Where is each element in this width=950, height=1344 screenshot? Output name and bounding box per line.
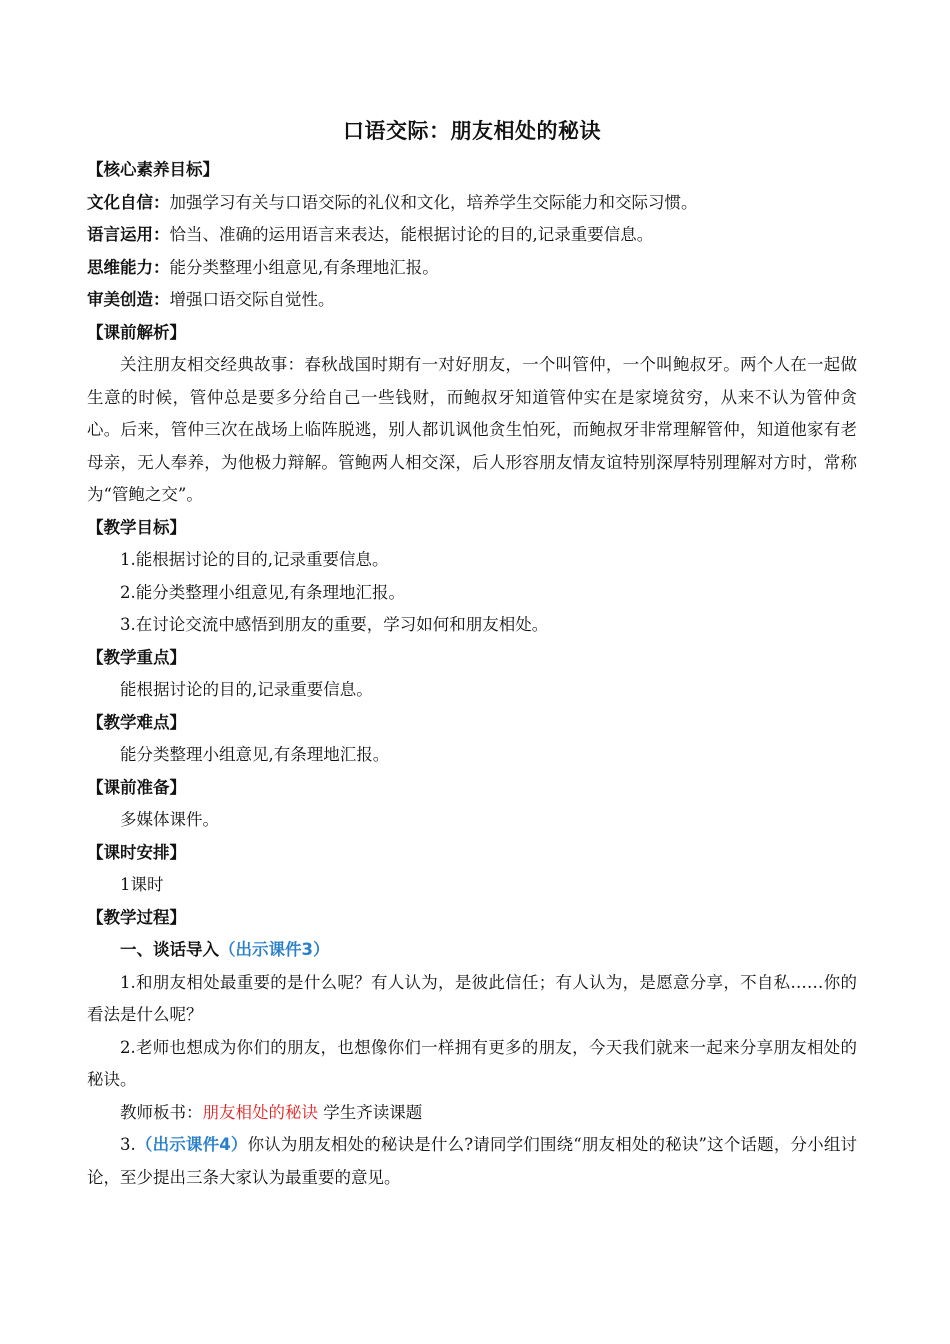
process-paragraph-2: 2.老师也想成为你们的朋友，也想像你们一样拥有更多的朋友，今天我们就来一起来分享朋友相处的秘诀。 (87, 1037, 857, 1089)
core-item-label: 思维能力： (87, 257, 170, 277)
analysis-paragraph: 关注朋友相交经典故事：春秋战国时期有一对好朋友，一个叫管仲，一个叫鲍叔牙。两个人在一起做生意的时候，管仲总是要多分给自己一些钱财，而鲍叔牙知道管仲实在是家境贫穷，从来不认为管仲贪心。后来，管仲三次在战场上临阵脱逃，别人都讥讽他贪生怕死，而鲍叔牙非常理解管仲，知道他家有老母亲，无人奉养，为他极力辩解。管鲍两人相交深，后人形容朋友情友谊特别深厚特别理解对方时，常称为“管鲍之交”。 (87, 355, 857, 504)
goal-item: 2.能分类整理小组意见,有条理地汇报。 (120, 582, 405, 602)
heading-key-point: 【教学重点】 (87, 647, 186, 667)
courseware-note: （出示课件4） (135, 1135, 248, 1154)
board-suffix: 学生齐读课题 (318, 1102, 423, 1122)
process-paragraph-1: 1.和朋友相处最重要的是什么呢？有人认为，是彼此信任；有人认为，是愿意分享，不自私……你的看法是什么呢？ (87, 972, 857, 1024)
process-paragraph-3 (87, 1129, 857, 1194)
core-item-label: 语言运用： (87, 225, 170, 244)
goal-item: 3.在讨论交流中感悟到朋友的重要，学习如何和朋友相处。 (120, 615, 549, 634)
heading-analysis: 【课前解析】 (87, 322, 186, 342)
difficulty-text: 能分类整理小组意见,有条理地汇报。 (120, 745, 390, 764)
document-page (87, 116, 857, 1194)
heading-difficulty: 【教学难点】 (87, 712, 186, 732)
heading-process: 【教学过程】 (87, 907, 186, 927)
heading-schedule: 【课时安排】 (87, 842, 186, 862)
core-item-text: 增强口语交际自觉性。 (169, 290, 335, 309)
heading-core-goals: 【核心素养目标】 (87, 160, 219, 179)
core-item-text: 能分类整理小组意见,有条理地汇报。 (169, 257, 439, 277)
preparation-text: 多媒体课件。 (120, 810, 219, 829)
goal-item: 1.能根据讨论的目的,记录重要信息。 (120, 550, 389, 569)
core-item-aesthetic (87, 284, 857, 317)
board-writing-line (87, 1097, 857, 1130)
courseware-note: （出示课件3） (219, 940, 330, 959)
board-prefix: 教师板书： (120, 1102, 203, 1122)
core-item-language (87, 219, 857, 252)
core-item-thinking (87, 252, 857, 285)
page-title: 口语交际：朋友相处的秘诀 (343, 119, 601, 143)
core-item-text: 恰当、准确的运用语言来表达，能根据讨论的目的,记录重要信息。 (169, 225, 654, 244)
board-title: 朋友相处的秘诀 (202, 1102, 318, 1122)
key-point-text: 能根据讨论的目的,记录重要信息。 (120, 680, 373, 699)
core-item-label: 文化自信： (87, 192, 170, 212)
heading-teaching-goals: 【教学目标】 (87, 517, 186, 537)
step-one-title: 一、谈话导入 (120, 940, 219, 959)
heading-preparation: 【课前准备】 (87, 777, 186, 797)
core-item-label: 审美创造： (87, 290, 170, 309)
core-item-text: 加强学习有关与口语交际的礼仪和文化，培养学生交际能力和交际习惯。 (169, 192, 698, 212)
schedule-text: 1课时 (120, 875, 164, 894)
core-item-culture (87, 187, 857, 220)
paragraph-number: 3. (120, 1135, 136, 1154)
paragraph-text: 你认为朋友相处的秘诀是什么?请同学们围绕“朋友相处的秘诀”这个话题，分小组讨论，至少提出三条大家认为最重要的意见。 (87, 1135, 858, 1187)
step-one-heading (87, 934, 857, 967)
